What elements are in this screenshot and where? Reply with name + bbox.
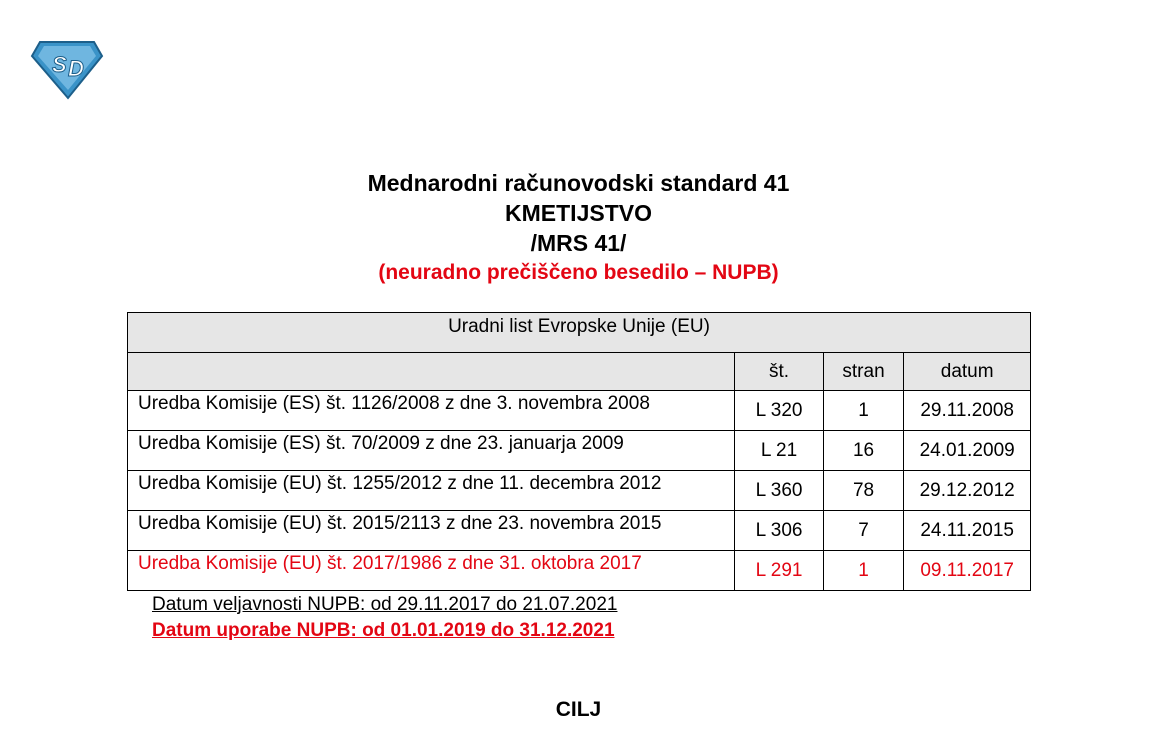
row-number: L 291 [735, 551, 823, 591]
column-header-page: stran [823, 353, 904, 391]
row-date: 24.11.2015 [904, 511, 1031, 551]
row-date: 29.11.2008 [904, 391, 1031, 431]
document-subtitle: KMETIJSTVO [505, 200, 652, 226]
row-page: 78 [823, 471, 904, 511]
row-number: L 306 [735, 511, 823, 551]
row-number: L 21 [735, 431, 823, 471]
column-header-desc [128, 353, 735, 391]
document-code: /MRS 41/ [530, 230, 627, 256]
column-header-row [128, 353, 1031, 391]
document-title: Mednarodni računovodski standard 41 [367, 170, 790, 196]
diamond-logo-icon [30, 38, 104, 100]
column-header-number: št. [735, 353, 823, 391]
column-header-date: datum [904, 353, 1031, 391]
document-note: (neuradno prečiščeno besedilo – NUPB) [378, 261, 779, 284]
row-desc: Uredba Komisije (EU) št. 2017/1986 z dne 31. oktobra 2017 [128, 551, 735, 591]
row-number: L 320 [735, 391, 823, 431]
row-date: 09.11.2017 [904, 551, 1031, 591]
table-row [128, 431, 1031, 471]
validity-date-text: Datum veljavnosti NUPB: od 29.11.2017 do 21.07.2021 [152, 594, 618, 615]
table-header: Uradni list Evropske Unije (EU) [128, 313, 1031, 353]
row-page: 7 [823, 511, 904, 551]
validity-date [152, 594, 617, 616]
regulations-table [127, 312, 1031, 591]
svg-text:S: S [52, 52, 67, 77]
table-row [128, 511, 1031, 551]
row-desc: Uredba Komisije (EU) št. 1255/2012 z dne 11. decembra 2012 [128, 471, 735, 511]
table-row-current [128, 551, 1031, 591]
table-row [128, 391, 1031, 431]
row-page: 1 [823, 551, 904, 591]
use-date [152, 620, 615, 642]
row-page: 16 [823, 431, 904, 471]
row-date: 29.12.2012 [904, 471, 1031, 511]
row-desc: Uredba Komisije (ES) št. 1126/2008 z dne 3. novembra 2008 [128, 391, 735, 431]
row-date: 24.01.2009 [904, 431, 1031, 471]
table-row [128, 471, 1031, 511]
use-date-text: Datum uporabe NUPB: od 01.01.2019 do 31.12.2021 [152, 620, 615, 641]
row-desc: Uredba Komisije (ES) št. 70/2009 z dne 23. januarja 2009 [128, 431, 735, 471]
row-desc: Uredba Komisije (EU) št. 2015/2113 z dne 23. novembra 2015 [128, 511, 735, 551]
section-heading: CILJ [555, 698, 602, 721]
svg-text:D: D [68, 56, 84, 81]
row-page: 1 [823, 391, 904, 431]
row-number: L 360 [735, 471, 823, 511]
